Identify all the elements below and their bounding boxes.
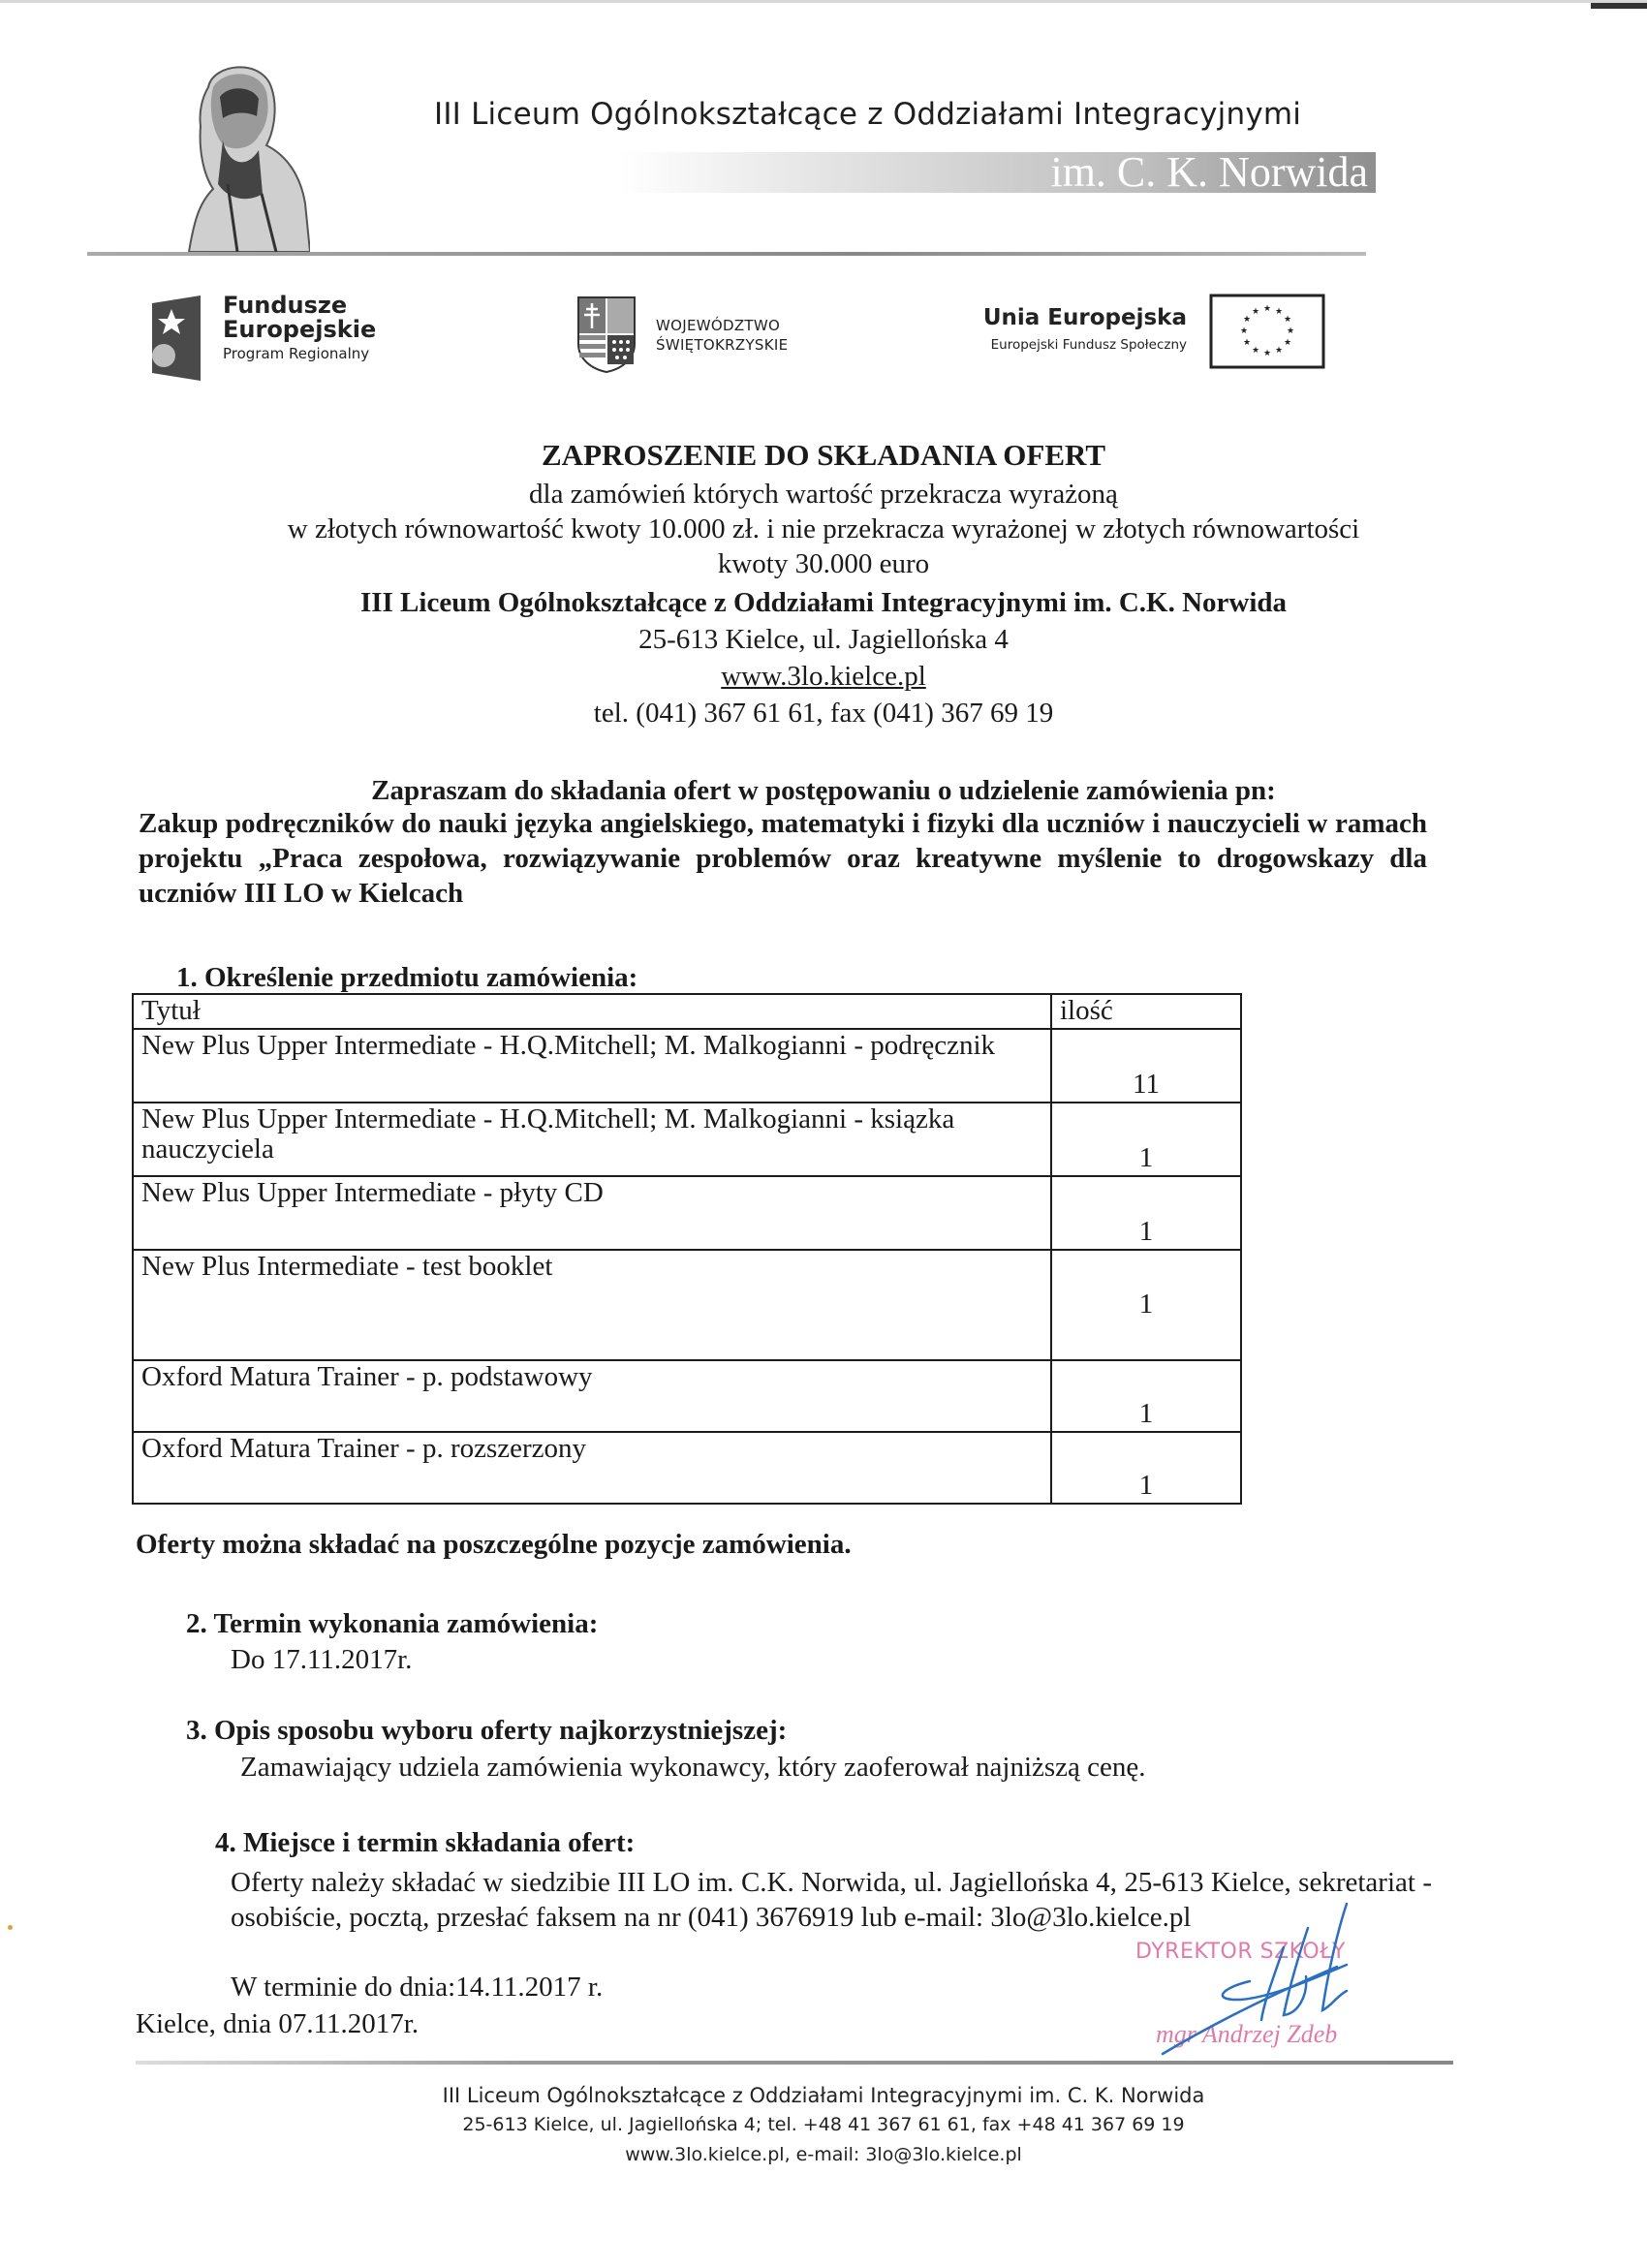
section-1-heading: 1. Określenie przedmiotu zamówienia: — [176, 962, 638, 993]
stamp-name: mgr Andrzej Zdeb — [1156, 2020, 1338, 2048]
section-4-deadline: W terminie do dnia:14.11.2017 r. — [231, 1972, 604, 2003]
items-table — [132, 993, 1242, 1505]
section-1-note: Oferty można składać na poszczególne pozycje zamówienia. — [136, 1529, 852, 1560]
footer-address: 25-613 Kielce, ul. Jagiellońska 4; tel. +48 41 367 61 61, fax +48 41 367 69 19 — [462, 2114, 1185, 2135]
svg-text:★: ★ — [1262, 304, 1272, 314]
svg-text:★: ★ — [1274, 307, 1284, 317]
row-title: Oxford Matura Trainer - p. podstawowy — [133, 1360, 1051, 1432]
school-name-heading: III Liceum Ogólnokształcące z Oddziałami Integracyjnymi — [434, 97, 1302, 132]
phone-fax: tel. (041) 367 61 61, fax (041) 367 69 19 — [593, 698, 1054, 729]
scan-mark — [1591, 3, 1647, 9]
row-qty: 1 — [1051, 1360, 1241, 1432]
row-qty: 11 — [1051, 1029, 1241, 1103]
ue-line-1: Unia Europejska — [982, 305, 1187, 330]
subtitle-line-3: kwoty 30.000 euro — [717, 548, 930, 579]
row-qty: 1 — [1051, 1103, 1241, 1176]
svg-text:★: ★ — [1283, 338, 1292, 348]
signature-icon — [1153, 1899, 1405, 2064]
place-and-date: Kielce, dnia 07.11.2017r. — [136, 2008, 420, 2039]
woj-line-2: ŚWIĘTOKRZYSKIE — [656, 336, 789, 354]
table-row — [133, 1250, 1241, 1360]
table-row — [133, 1432, 1241, 1504]
svg-text:★: ★ — [1242, 315, 1252, 325]
institution-name: III Liceum Ogólnokształcące z Oddziałami Integracyjnymi im. C.K. Norwida — [359, 587, 1288, 618]
section-3-body: Zamawiający udziela zamówienia wykonawcy, który zaoferował najniższą cenę. — [240, 1752, 1146, 1783]
scan-top-edge — [0, 0, 1647, 3]
invite-line: Zapraszam do składania ofert w postępowaniu o udzielenie zamówienia pn: — [371, 775, 1276, 806]
section-2-body: Do 17.11.2017r. — [231, 1644, 413, 1675]
svg-text:★: ★ — [1286, 326, 1295, 336]
order-subject: Zakup podręczników do nauki języka angielskiego, matematyki i fizyki dla uczniów i nauczycieli w ramach projektu „Praca zespołowa, rozwiązywanie problemów oraz kreatywne myślenie to drogowskazy dla uczniów III LO w Kielcach — [139, 808, 1427, 909]
scan-speck — [8, 1925, 13, 1930]
svg-text:★: ★ — [1274, 346, 1284, 356]
subtitle-line-1: dla zamówień których wartość przekracza wyrażoną — [529, 479, 1118, 510]
unia-europejska-text — [930, 303, 1187, 357]
ue-line-2: Europejski Fundusz Społeczny — [990, 337, 1187, 353]
section-4-body: Oferty należy składać w siedzibie III LO im. C.K. Norwida, ul. Jagiellońska 4, 25-613 Kielce, sekretariat - osobiście, pocztą, przesłać faksem na nr (041) 3676919 lub e-mail: 3lo@3lo.kielce.pl — [231, 1867, 1432, 1933]
subtitle-line-2: w złotych równowartość kwoty 10.000 zł. i nie przekracza wyrażonej w złotych równowartości — [287, 513, 1360, 544]
header-title: Tytuł — [133, 994, 1051, 1029]
header-divider — [87, 252, 1366, 256]
section-4-heading: 4. Miejsce i termin składania ofert: — [215, 1827, 636, 1858]
svg-text:★: ★ — [1262, 349, 1272, 358]
footer-contact: www.3lo.kielce.pl, e-mail: 3lo@3lo.kielce.pl — [625, 2144, 1022, 2165]
table-row — [133, 1103, 1241, 1176]
section-3-heading: 3. Opis sposobu wyboru oferty najkorzystniejszej: — [186, 1715, 788, 1746]
row-qty: 1 — [1051, 1250, 1241, 1360]
patron-name: im. C. K. Norwida — [1050, 148, 1368, 196]
row-title: New Plus Upper Intermediate - H.Q.Mitchell; M. Malkogianni - ksiązka nauczyciela — [133, 1103, 1051, 1176]
row-title: New Plus Intermediate - test booklet — [133, 1250, 1051, 1360]
section-2-heading: 2. Termin wykonania zamówienia: — [186, 1608, 599, 1639]
institution-address: 25-613 Kielce, ul. Jagiellońska 4 — [638, 624, 1009, 655]
wojewodztwo-text — [656, 316, 788, 355]
table-row — [133, 1176, 1241, 1250]
table-row — [133, 1360, 1241, 1432]
row-qty: 1 — [1051, 1432, 1241, 1504]
table-header-row — [133, 994, 1241, 1029]
svg-text:★: ★ — [1242, 338, 1252, 348]
norwid-portrait-icon — [170, 58, 310, 252]
footer-school-name: III Liceum Ogólnokształcące z Oddziałami Integracyjnymi im. C. K. Norwida — [442, 2084, 1205, 2107]
svg-text:★: ★ — [1251, 307, 1260, 317]
fe-line-2: Europejskie — [223, 316, 377, 343]
row-title: New Plus Upper Intermediate - H.Q.Mitchell; M. Malkogianni - podręcznik — [133, 1029, 1051, 1103]
fundusze-europejskie-logo-icon — [150, 295, 203, 381]
svg-text:★: ★ — [1251, 346, 1260, 356]
swietokrzyskie-crest-icon — [576, 295, 637, 373]
row-title: New Plus Upper Intermediate - płyty CD — [133, 1176, 1051, 1250]
row-qty: 1 — [1051, 1176, 1241, 1250]
fe-line-1: Fundusze — [223, 292, 348, 319]
header-qty: ilość — [1051, 994, 1241, 1029]
website-link[interactable]: www.3lo.kielce.pl — [721, 661, 926, 692]
woj-line-1: WOJEWÓDZTWO — [656, 317, 781, 334]
fe-line-3: Program Regionalny — [223, 345, 370, 362]
row-title: Oxford Matura Trainer - p. rozszerzony — [133, 1432, 1051, 1504]
footer-divider — [136, 2061, 1453, 2065]
stamp-role: DYREKTOR SZKOŁY — [1135, 1940, 1346, 1964]
eu-flag-icon — [1209, 294, 1325, 369]
table-row — [133, 1029, 1241, 1103]
fundusze-europejskie-text — [223, 294, 376, 365]
svg-text:★: ★ — [1239, 326, 1249, 336]
document-title: ZAPROSZENIE DO SKŁADANIA OFERT — [542, 438, 1105, 472]
svg-text:★: ★ — [1283, 315, 1292, 325]
